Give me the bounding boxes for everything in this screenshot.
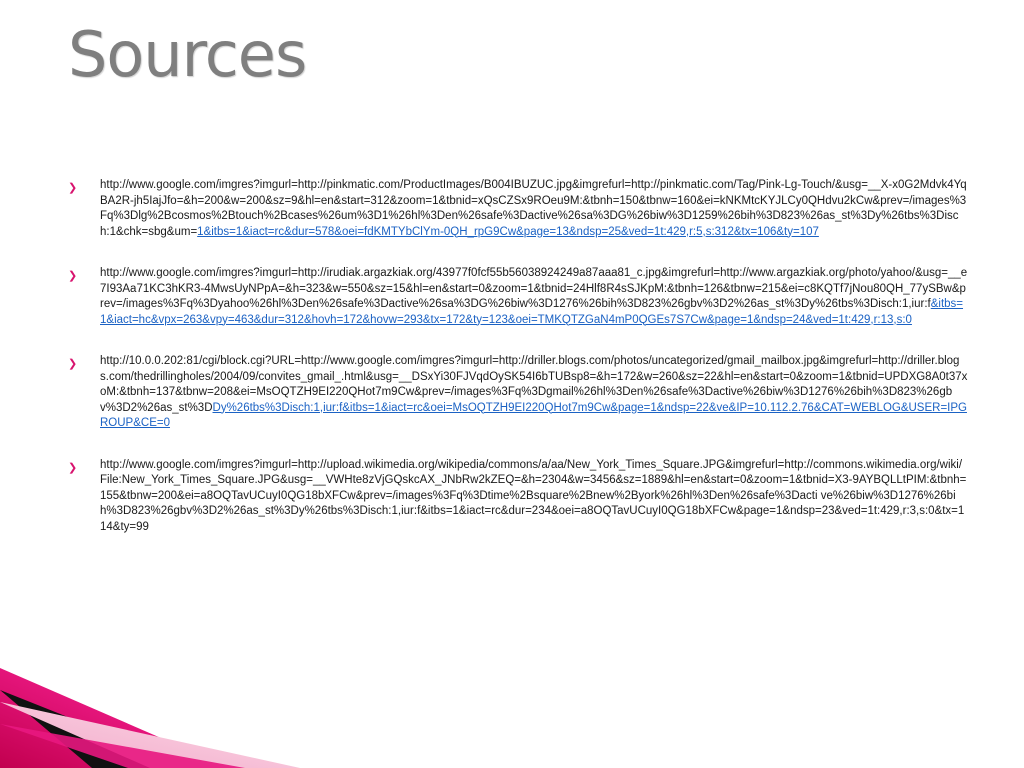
list-item	[68, 178, 968, 240]
bullet-icon: ❯	[68, 461, 78, 474]
source-entry-text	[100, 354, 968, 432]
page-title: Sources	[68, 18, 307, 91]
source-entry-text	[100, 458, 968, 536]
source-link[interactable]: &itbs=1&iact=hc&vpx=263&vpy=463&dur=312&hovh=172&hovw=293&tx=172&ty=123&oei=TMKQTZGaN4mP0QGEs7S7Cw&page=1&ndsp=24&ved=1t:429,r:13,s:0	[100, 298, 964, 326]
bullet-icon: ❯	[68, 182, 78, 194]
list-item	[68, 458, 968, 536]
source-plain-text: http://www.google.com/imgres?imgurl=http://irudiak.argazkiak.org/43977f0fcf55b56038924249a87aaa81_c.jpg&imgrefurl=http://www.argazkiak.org/photo/yahoo/&usg=__e7I93Aa71KC3hKR3-4MwsUyNPpA=&h=323&w=550&sz=15&hl=en&start=0&zoom=1&tbnid=24Hlf8R4sSJKpM:&tbnh=126&tbnw=215&ei=c8KQTf7jNou80QH_77ySBw&prev=/images%3Fq%3Dyahoo%26hl%3Den%26safe%3Dactive%26sa%3DG%26biw%3D1276%26bih%3D823%26gbv%3D2%26as_st%3Dy%26tbs%3Disch:1,iur:f	[100, 267, 968, 310]
bullet-icon: ❯	[68, 270, 78, 282]
sources-list	[68, 178, 968, 561]
source-entry-text	[100, 266, 968, 328]
source-entry-text	[100, 178, 968, 240]
source-link[interactable]: Dy%26tbs%3Disch:1,iur:f&itbs=1&iact=rc&oei=MsOQTZH9EI220QHot7m9Cw&page=1&ndsp=22&ve&IP=10.112.2.76&CAT=WEBLOG&USER=IPGROUP&CE=0	[100, 401, 967, 429]
list-item	[68, 354, 968, 432]
source-plain-text: http://www.google.com/imgres?imgurl=http://upload.wikimedia.org/wikipedia/commons/a/aa/New_York_Times_Square.JPG&imgrefurl=http://commons.wikimedia.org/wiki/File:New_York_Times_Square.JPG&usg=__VWHte8zVjGQskcAX_JNbRw2kZEQ=&h=2304&w=3456&sz=1889&hl=en&start=0&zoom=1&tbnid=X3-9AYBQLLtPIM:&tbnh=155&tbnw=200&ei=a8OQTavUCuyI0QG18bXFCw&prev=/images%3Fq%3Dtime%2Bsquare%2Bnew%2Byork%26hl%3Den%26safe%3Dacti ve%26biw%3D1276%26bih%3D823%26gbv%3D2%26as_st%3Dy%26tbs%3Disch:1,iur:f&itbs=1&iact=rc&dur=234&oei=a8OQTavUCuyI0QG18bXFCw&page=1&ndsp=23&ved=1t:429,r:3,s:0&tx=114&ty=99	[100, 458, 967, 533]
source-plain-text: http://10.0.0.202:81/cgi/block.cgi?URL=http://www.google.com/imgres?imgurl=http://driller.blogs.com/photos/uncategorized/gmail_mailbox.jpg&imgrefurl=http://driller.blogs.com/thedrillingholes/2004/09/convites_gmail_.html&usg=__DSxYi30FJVqdOySK54I6bTUBsp8=&h=172&w=260&sz=22&hl=en&start=0&zoom=1&tbnid=UPDXG8A0t37xoM:&tbnh=137&tbnw=208&ei=MsOQTZH9EI220QHot7m9Cw&prev=/images%3Fq%3Dgmail%26hl%3Den%26safe%3Dactive%26biw%3D1276%26bih%3D823%26gbv%3D2%26as_st%3D	[100, 355, 968, 414]
source-link[interactable]: 1&itbs=1&iact=rc&dur=578&oei=fdKMTYbClYm-0QH_rpG9Cw&page=13&ndsp=25&ved=1t:429,r:5,s:312&tx=106&ty=107	[197, 225, 819, 238]
bullet-icon: ❯	[68, 358, 78, 370]
list-item	[68, 266, 968, 328]
source-plain-text: http://www.google.com/imgres?imgurl=http://pinkmatic.com/ProductImages/B004IBUZUC.jpg&imgrefurl=http://pinkmatic.com/Tag/Pink-Lg-Touch/&usg=__X-x0G2Mdvk4YqBA2R-jh5IajJfo=&h=200&w=200&sz=9&hl=en&start=312&zoom=1&tbnid=xQsCZSx9ROeu9M:&tbnh=150&tbnw=160&ei=kNKMtcKYJLCy0QHdvu2kCw&prev=/images%3Fq%3Dlg%2Bcosmos%2Btouch%2Bcases%26um%3D1%26hl%3Den%26safe%3Dactive%26sa%3DG%26biw%3D1259%26bih%3D823%26as_st%3Dy%26tbs%3Disch:1&chk=sbg&um=	[100, 179, 967, 238]
decorative-corner-graphic	[0, 628, 420, 768]
